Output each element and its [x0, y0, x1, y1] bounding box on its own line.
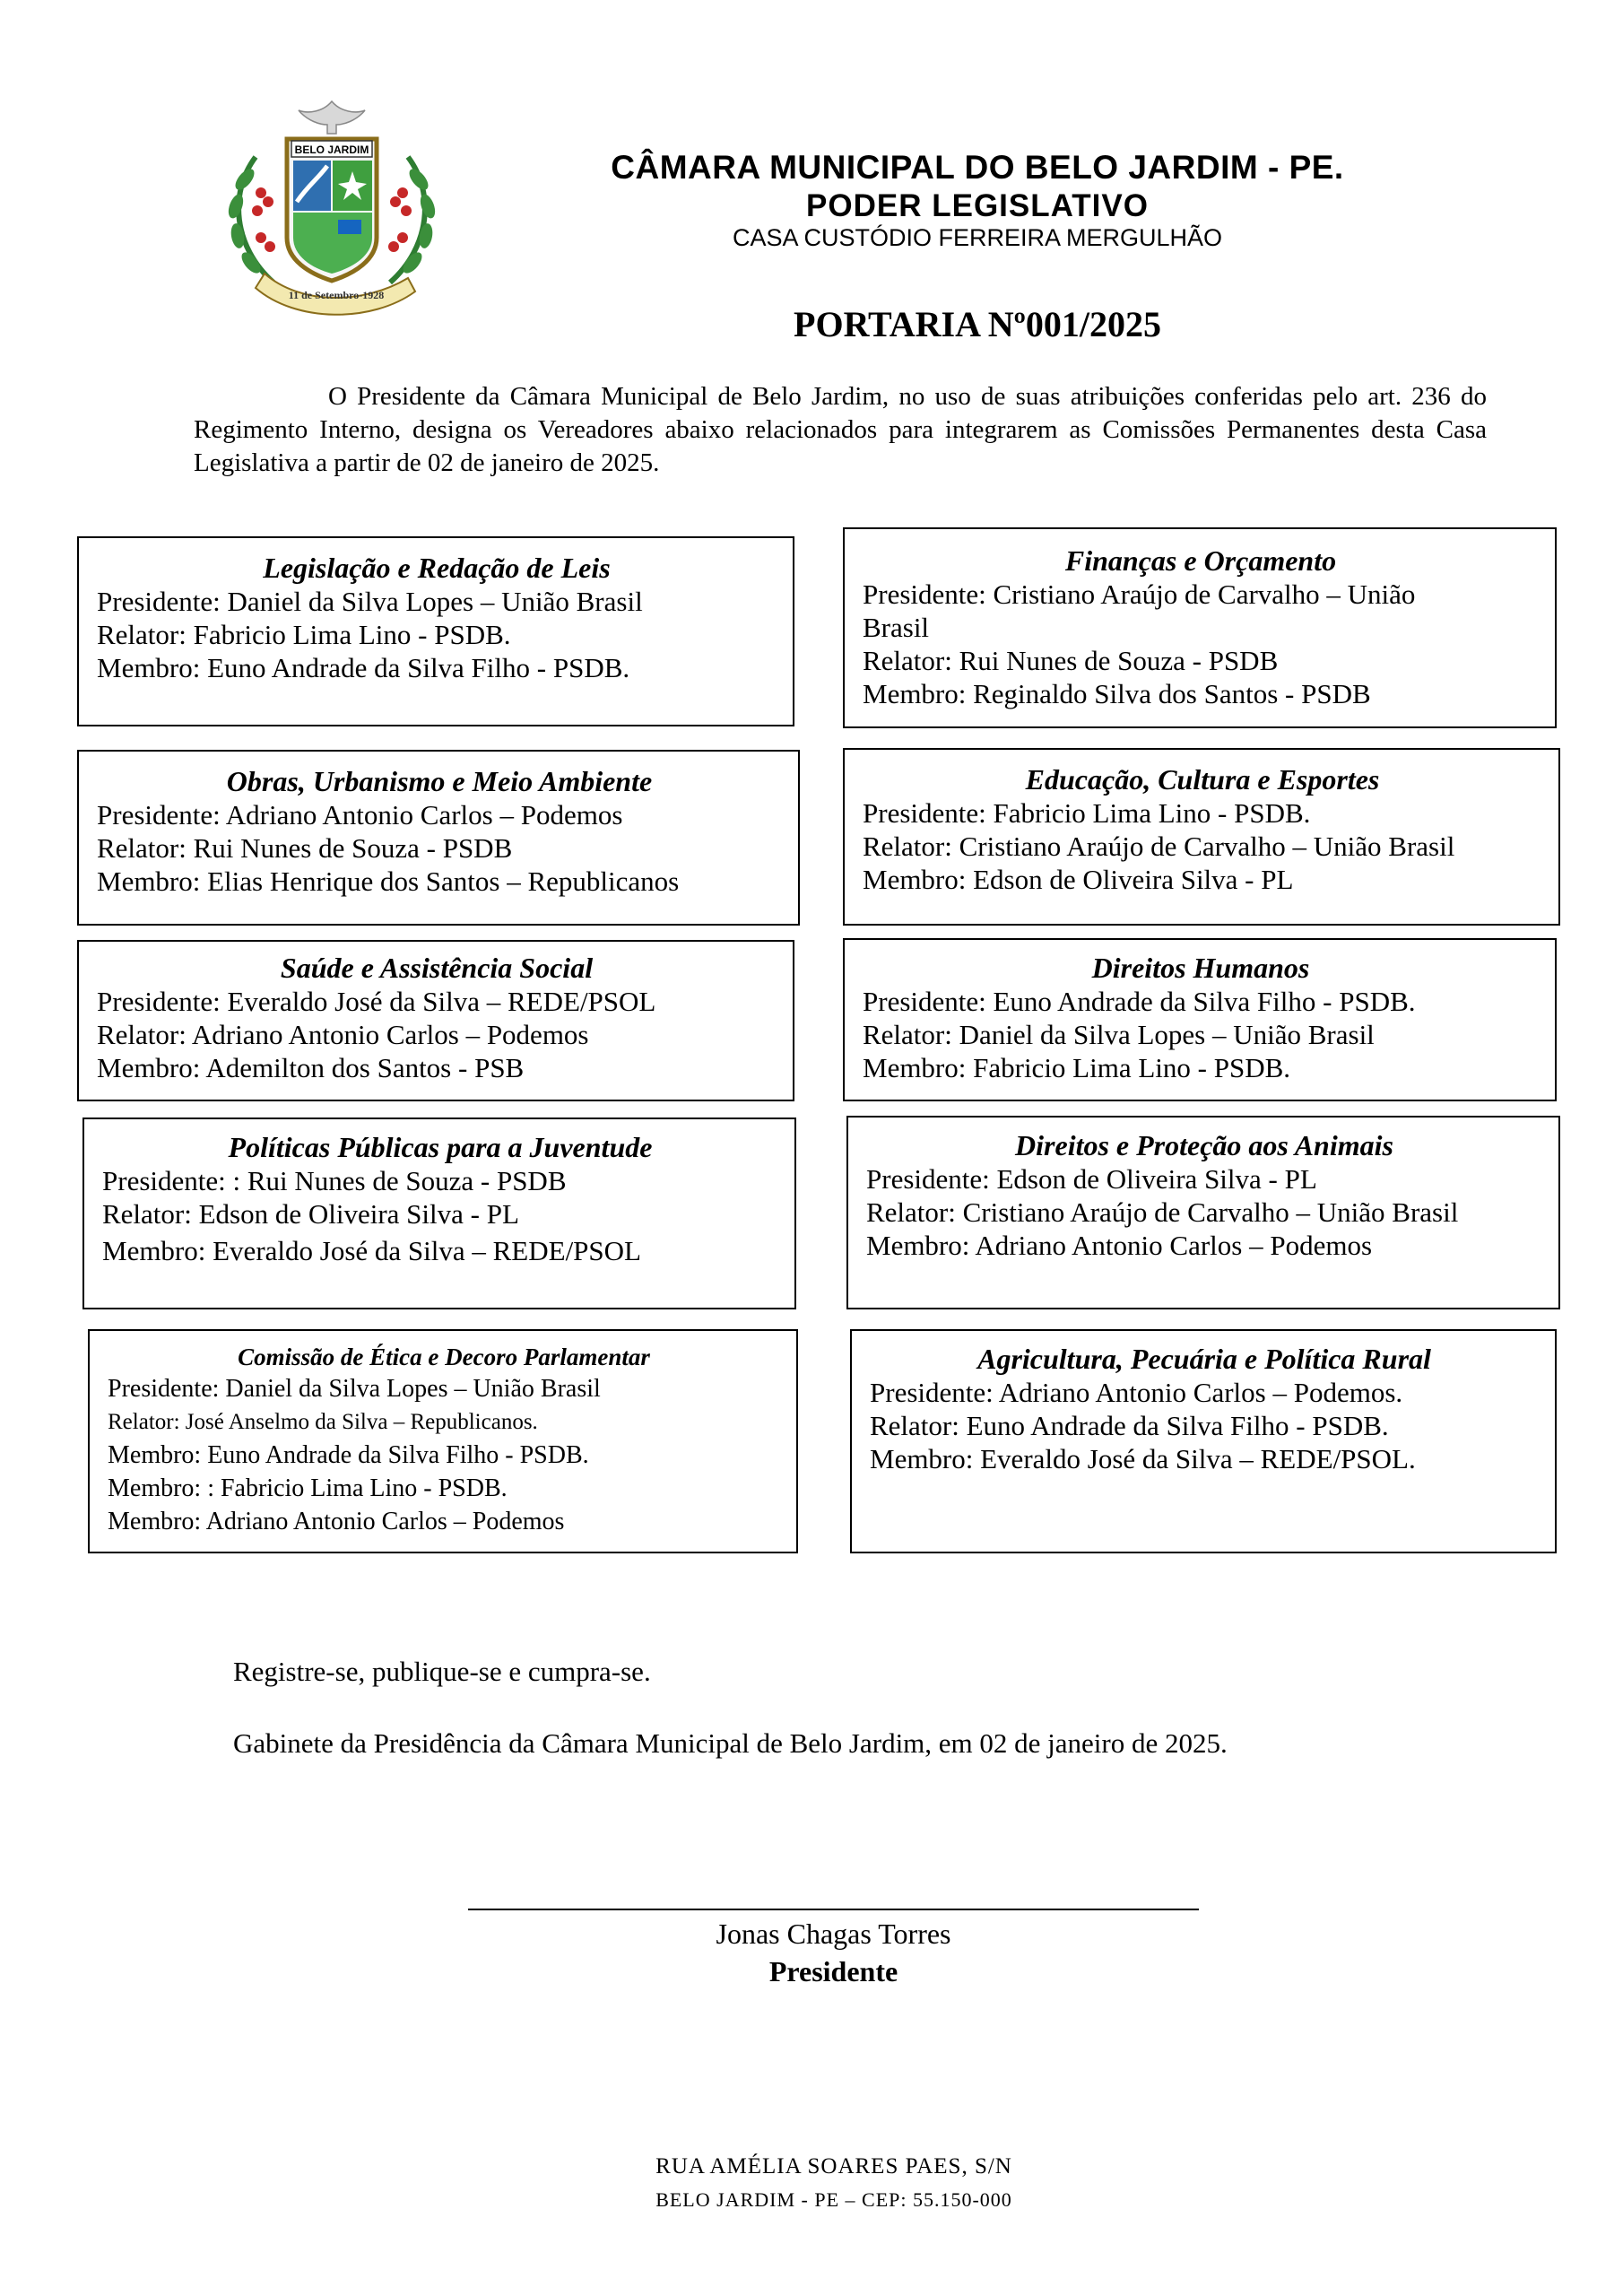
footer-address: RUA AMÉLIA SOARES PAES, S/N [655, 2154, 1012, 2179]
municipal-coat-of-arms [202, 94, 462, 327]
commission-line: Membro: Elias Henrique dos Santos – Republicanos [97, 865, 680, 897]
commission-box [843, 748, 1560, 926]
commission-line: Membro: Everaldo José da Silva – REDE/PSOL [102, 1235, 641, 1266]
signature-line [468, 1909, 1199, 1910]
branch-subtitle: PODER LEGISLATIVO [806, 188, 1149, 223]
commission-line: Membro: Edson de Oliveira Silva - PL [863, 864, 1294, 895]
commission-line: Relator: Euno Andrade da Silva Filho - PSDB. [870, 1410, 1389, 1441]
commission-line: Relator: José Anselmo da Silva – Republicanos. [108, 1410, 538, 1434]
commission-line: Presidente: Daniel da Silva Lopes – União Brasil [97, 586, 643, 617]
commission-box [843, 938, 1557, 1101]
closing-line: Registre-se, publique-se e cumpra-se. [233, 1656, 651, 1687]
commission-line: Membro: Ademilton dos Santos - PSB [97, 1052, 525, 1083]
commission-box [88, 1329, 798, 1553]
commission-line: Membro: Reginaldo Silva dos Santos - PSDB [863, 678, 1371, 709]
commission-line: Presidente: : Rui Nunes de Souza - PSDB [102, 1165, 567, 1196]
commission-line: Presidente: Daniel da Silva Lopes – União Brasil [108, 1375, 601, 1403]
commission-title: Saúde e Assistência Social [280, 952, 594, 984]
commission-line: Membro: Everaldo José da Silva – REDE/PSOL. [870, 1443, 1416, 1474]
footer-city: BELO JARDIM - PE – CEP: 55.150-000 [655, 2188, 1012, 2211]
commission-title: Legislação e Redação de Leis [263, 552, 611, 584]
commission-line: Membro: : Fabricio Lima Lino - PSDB. [108, 1474, 508, 1502]
signatory-name: Jonas Chagas Torres [716, 1918, 951, 1950]
commission-box [77, 536, 794, 726]
commission-box [846, 1116, 1560, 1309]
commission-title: Educação, Cultura e Esportes [1025, 763, 1380, 796]
commission-line: Presidente: Edson de Oliveira Silva - PL [866, 1163, 1317, 1195]
commission-title: Políticas Públicas para a Juventude [228, 1131, 653, 1163]
commission-line: Membro: Euno Andrade da Silva Filho - PSDB. [97, 652, 630, 683]
commission-title: Direitos e Proteção aos Animais [1015, 1129, 1393, 1161]
commission-line: Membro: Euno Andrade da Silva Filho - PSDB. [108, 1441, 589, 1469]
commission-line: Presidente: Fabricio Lima Lino - PSDB. [863, 797, 1311, 829]
commission-box [843, 527, 1557, 728]
commission-box [77, 940, 794, 1101]
commission-title: Direitos Humanos [1091, 952, 1310, 984]
commission-line: Presidente: Everaldo José da Silva – REDE/PSOL [97, 986, 656, 1017]
commission-line: Relator: Adriano Antonio Carlos – Podemos [97, 1019, 589, 1050]
closing-place-date: Gabinete da Presidência da Câmara Municipal de Belo Jardim, em 02 de janeiro de 2025. [233, 1727, 1228, 1759]
commission-box [850, 1329, 1557, 1553]
commission-line: Presidente: Adriano Antonio Carlos – Podemos. [870, 1377, 1403, 1408]
commission-title: Obras, Urbanismo e Meio Ambiente [226, 765, 653, 797]
commission-line: Relator: Edson de Oliveira Silva - PL [102, 1198, 519, 1230]
crest-ribbon-text: 11 de Setembro-1928 [288, 289, 385, 301]
document-title: PORTARIA Nº001/2025 [794, 304, 1161, 344]
commission-title: Agricultura, Pecuária e Política Rural [977, 1343, 1431, 1375]
commission-line: Presidente: Cristiano Araújo de Carvalho – União Brasil [863, 578, 1416, 643]
commission-line: Relator: Cristiano Araújo de Carvalho – União Brasil [866, 1196, 1459, 1228]
house-name: CASA CUSTÓDIO FERREIRA MERGULHÃO [732, 224, 1223, 251]
commission-line: Relator: Fabricio Lima Lino - PSDB. [97, 619, 511, 650]
commission-line: Membro: Adriano Antonio Carlos – Podemos [108, 1508, 565, 1535]
commission-line: Relator: Daniel da Silva Lopes – União Brasil [863, 1019, 1375, 1050]
commission-title: Comissão de Ética e Decoro Parlamentar [238, 1344, 650, 1370]
signatory-role: Presidente [768, 1955, 898, 1987]
chamber-title: CÂMARA MUNICIPAL DO BELO JARDIM - PE. [611, 149, 1344, 186]
commission-line: Relator: Cristiano Araújo de Carvalho – União Brasil [863, 831, 1455, 862]
commission-line: Presidente: Adriano Antonio Carlos – Podemos [97, 799, 623, 831]
intro-paragraph: O Presidente da Câmara Municipal de Belo Jardim, no uso de suas atribuições conferidas pelo art. 236 do Regimento Interno, designa os Vereadores abaixo relacionados para integrarem as Comissões Permanentes desta Casa Legislativa a partir de 02 de janeiro de 2025. [194, 382, 1487, 477]
commission-line: Membro: Fabricio Lima Lino - PSDB. [863, 1052, 1291, 1083]
commission-line: Relator: Rui Nunes de Souza - PSDB [97, 832, 513, 864]
commission-title: Finanças e Orçamento [1064, 544, 1337, 577]
crest-label: BELO JARDIM [294, 144, 369, 156]
commission-box [77, 750, 800, 926]
commission-line: Presidente: Euno Andrade da Silva Filho - PSDB. [863, 986, 1416, 1017]
commission-box [82, 1118, 796, 1309]
commission-line: Relator: Rui Nunes de Souza - PSDB [863, 645, 1279, 676]
commission-line: Membro: Adriano Antonio Carlos – Podemos [866, 1230, 1373, 1261]
